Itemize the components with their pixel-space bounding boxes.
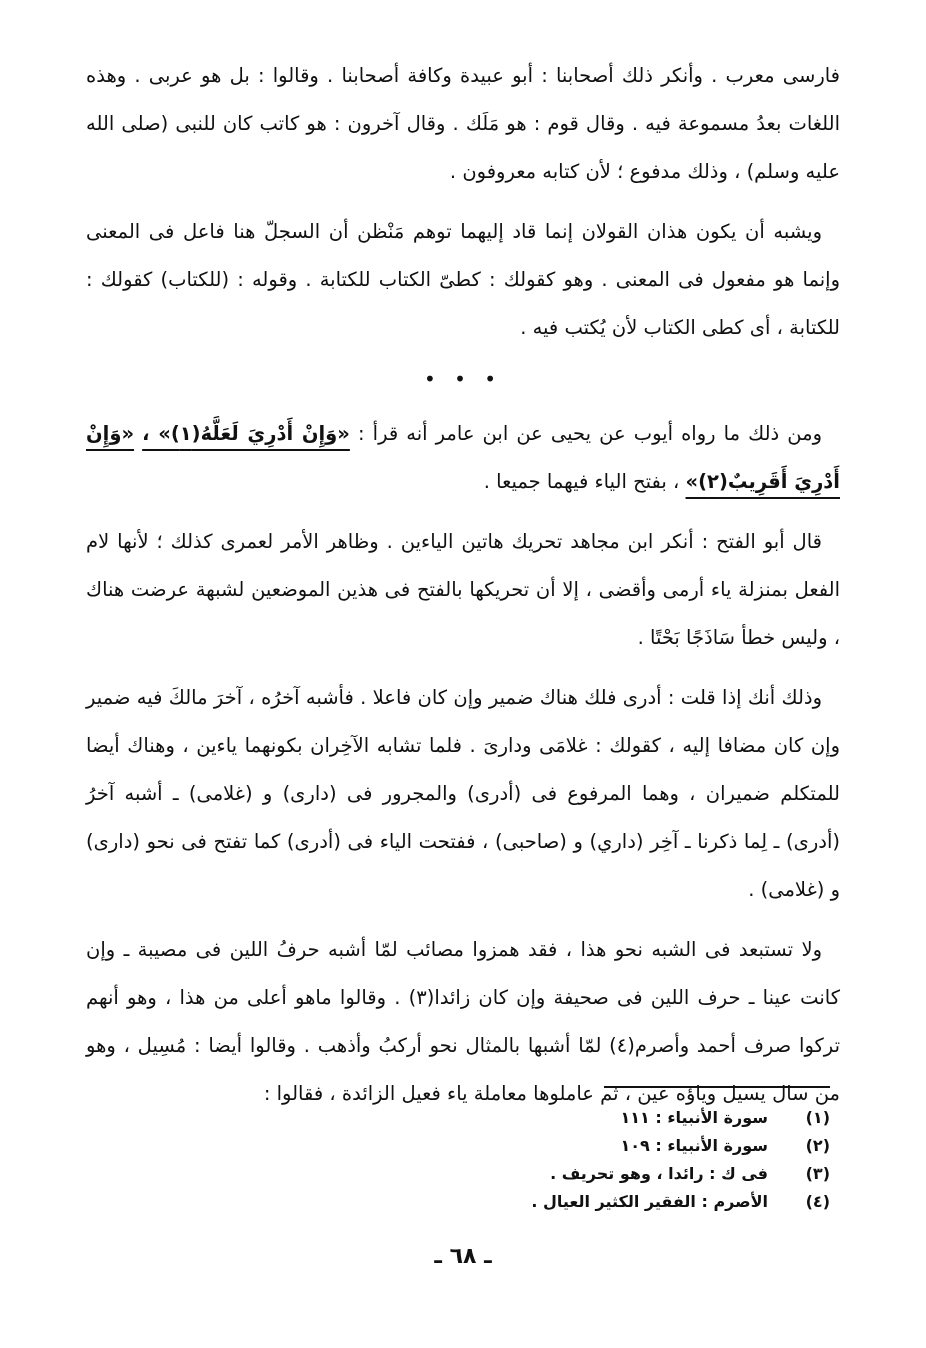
paragraph-3-intro: ومن ذلك ما رواه أيوب عن يحيى عن ابن عامر أنه قرأ : xyxy=(358,422,822,445)
paragraph-1: فارسى معرب . وأنكر ذلك أصحابنا : أبو عبيدة وكافة أصحابنا . وقالوا : بل هو عربى . وهذه اللغات بعدُ مسموعة فيه . وقال قوم : هو مَلَك . وقال آخرون : هو كاتب كان للنبى (صلى الله عليه وسلم) ، وذلك مدفوع ؛ لأن كتابه معروفون . xyxy=(86,64,840,183)
paragraph-5: وذلك أنك إذا قلت : أدرى فلك هناك ضمير وإن كان فاعلا . فأشبه آخرُه ، آخرَ مالكَ فيه ضمير وإن كان مضافا إليه ، كقولك : غلامَى ودارىَ . فلما تشابه الآخِران بكونهما ياءين ، وهناك أيضا للمتكلم ضميران ، وهما المرفوع فى (أدرى) والمجرور فى (دارى) و (غلامى) ـ أشبه آخرُ (أدرى) ـ لِما ذكرنا ـ آخِر (داري) و (صاحبى) ، ففتحت الياء فى (أدرى) كما تفتح فى نحو (دارى) و (غلامى) . xyxy=(86,686,840,901)
footnote-item xyxy=(410,1160,830,1188)
footnote-text: فى ك : رائدا ، وهو تحريف . xyxy=(550,1164,768,1183)
footnotes xyxy=(410,1104,830,1216)
paragraph-4: قال أبو الفتح : أنكر ابن مجاهد تحريك هاتين الياءين . وظاهر الأمر لعمرى كذلك ؛ لأنها لام الفعل بمنزلة ياء أرمى وأقضى ، إلا أن تحريكها بالفتح فى هذين الموضعين لشبهة عرضت هناك ، وليس خطأ سَاذَجًا بَحْتًا . xyxy=(86,530,840,649)
footnote-text: الأصرم : الفقير الكثير العيال . xyxy=(531,1192,768,1211)
footnote-text: سورة الأنبياء : ١١١ xyxy=(620,1108,768,1127)
paragraph-6: ولا تستبعد فى الشبه نحو هذا ، فقد همزوا مصائب لمّا أشبه حرفُ اللين فى مصيبة ـ وإن كانت عينا ـ حرف اللين فى صحيفة وإن كان زائدا(٣) . وقالوا ماهو أعلى من هذا ، وهو أنهم تركوا صرف أحمد وأصرم(٤) لمّا أشبها بالمثال نحو أركبُ وأذهب . وقالوا أيضا : مُسِيل ، وهو من سال يسيل وياؤه عين ، ثم عاملوها معاملة ياء فعيل الزائدة ، فقالوا : xyxy=(86,938,840,1105)
quran-quote-1: «وَإِنْ أَدْرِيَ لَعَلَّهُ(١)» ، xyxy=(142,422,350,445)
paragraph-3-end: ، بفتح الياء فيهما جميعا . xyxy=(483,470,680,493)
paragraph-2: ويشبه أن يكون هذان القولان إنما قاد إليهما توهم مَنْظن أن السجلّ هنا فاعل فى المعنى وإنما هو مفعول فى المعنى . وهو كقولك : كطىّ الكتاب للكتابة . وقوله : (للكتاب) كقولك : للكتابة ، أى كطى الكتاب لأن يُكتب فيه . xyxy=(86,220,840,339)
footnote-number: (١) xyxy=(805,1108,830,1127)
footnote-number: (٢) xyxy=(805,1136,830,1155)
footnote-number: (٣) xyxy=(805,1164,830,1183)
section-separator: • • • xyxy=(423,367,503,391)
quran-quote-2: «وَإِنْ أَدْرِيَ أَقَرِيبٌ(٢)» xyxy=(86,422,840,493)
footnote-number: (٤) xyxy=(805,1192,830,1211)
footnote-item xyxy=(410,1132,830,1160)
footnote-item xyxy=(410,1104,830,1132)
paragraph-3 xyxy=(86,410,840,506)
main-text xyxy=(86,52,840,1130)
footnote-text: سورة الأنبياء : ١٠٩ xyxy=(620,1136,768,1155)
page-number: ـ ٦٨ ـ xyxy=(434,1244,492,1269)
footnote-divider xyxy=(604,1086,830,1088)
footnote-item xyxy=(410,1188,830,1216)
